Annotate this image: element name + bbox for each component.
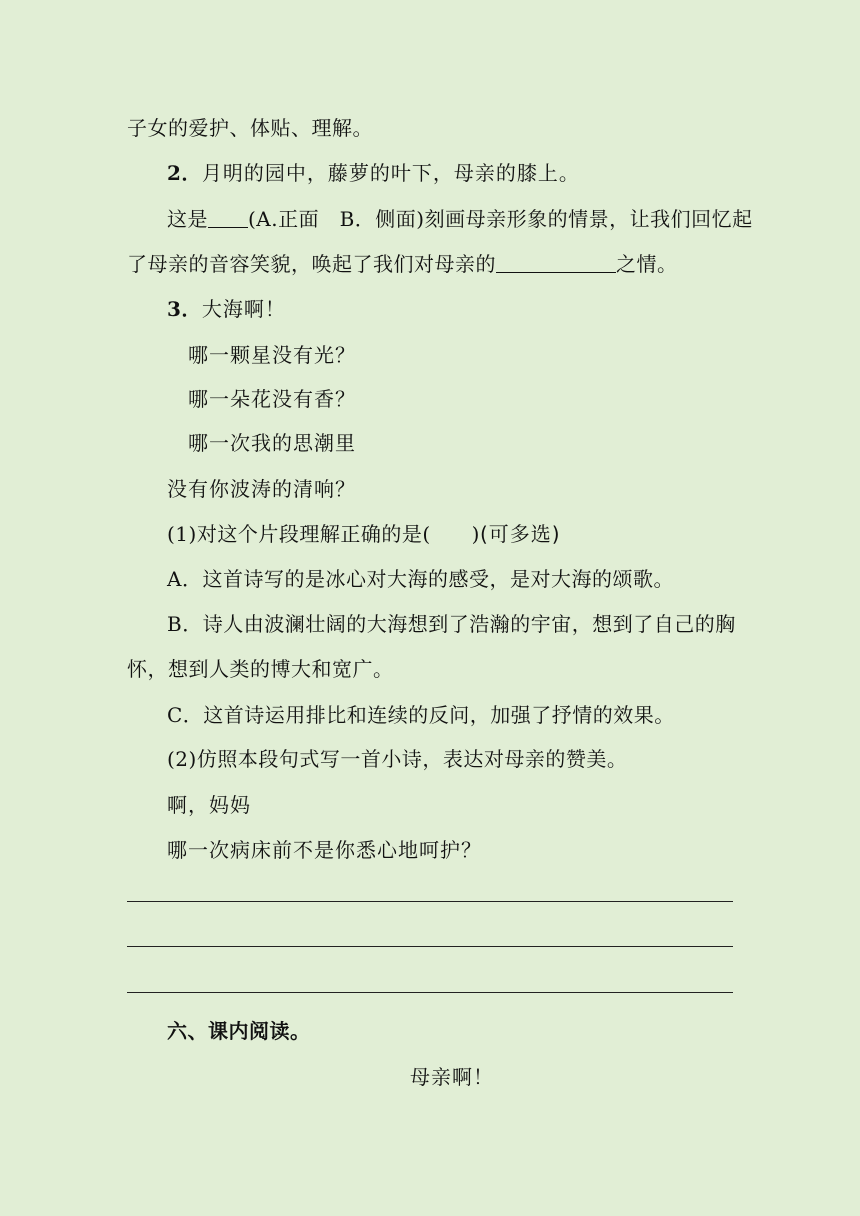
question-number: 3．	[167, 297, 202, 321]
option-b-cont: 怀，想到人类的博大和宽广。	[127, 657, 394, 681]
sub-question-1	[167, 521, 561, 547]
sub-question-2: (2)仿照本段句式写一首小诗，表达对母亲的赞美。	[167, 747, 628, 771]
option-b: B．诗人由波澜壮阔的大海想到了浩瀚的宇宙，想到了自己的胸	[167, 612, 736, 636]
prompt-text: (1)对这个片段理解正确的是( )	[167, 522, 480, 546]
prompt-text: 了母亲的音容笑貌，唤起了我们对母亲的	[127, 252, 496, 276]
question-number: 2．	[167, 161, 202, 185]
answer-blank[interactable]	[208, 205, 248, 228]
option-a: A．这首诗写的是冰心对大海的感受，是对大海的颂歌。	[167, 567, 674, 591]
answer-blank[interactable]	[496, 250, 616, 273]
poem-line: 大海啊！	[201, 297, 286, 321]
poem-line: 没有你波涛的清响？	[167, 477, 356, 501]
example-line: 啊，妈妈	[167, 793, 251, 817]
prompt-text: 这是	[167, 207, 208, 231]
prompt-text: (A.正面 B．侧面)刻画母亲形象的情景，让我们回忆起	[248, 207, 753, 231]
question-3	[167, 296, 286, 322]
question-2	[167, 160, 580, 186]
section-heading: 六、课内阅读。	[167, 1019, 311, 1043]
question-2-prompt	[167, 205, 753, 232]
poem-line: 哪一朵花没有香？	[188, 387, 356, 411]
example-line: 哪一次病床前不是你悉心地呵护？	[167, 838, 482, 862]
answer-line[interactable]	[127, 946, 733, 947]
text-line: 子女的爱护、体贴、理解。	[127, 116, 373, 140]
quoted-text: 月明的园中，藤萝的叶下，母亲的膝上。	[201, 161, 580, 185]
prompt-note: (可多选)	[479, 522, 561, 546]
poem-line: 哪一次我的思潮里	[188, 431, 356, 455]
poem-line: 哪一颗星没有光？	[188, 343, 356, 367]
answer-line[interactable]	[127, 992, 733, 993]
option-c: C．这首诗运用排比和连续的反问，加强了抒情的效果。	[167, 703, 675, 727]
answer-line[interactable]	[127, 901, 733, 902]
prompt-text: 之情。	[616, 252, 678, 276]
passage-title: 母亲啊！	[410, 1065, 494, 1089]
question-2-prompt-cont	[127, 250, 678, 277]
